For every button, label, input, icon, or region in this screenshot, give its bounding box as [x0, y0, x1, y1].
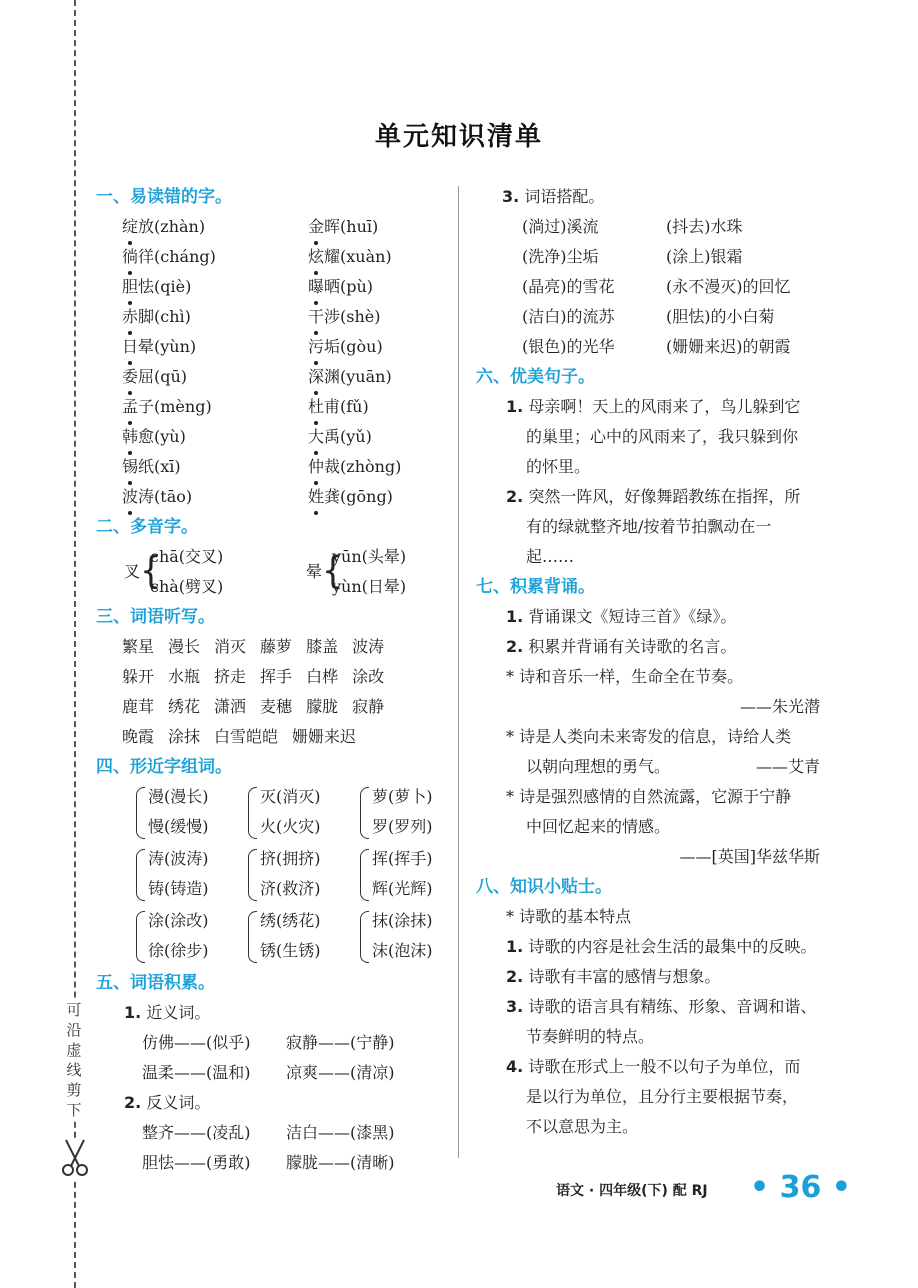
scissors-icon — [60, 1138, 90, 1178]
section-heading-5: 五、词语积累。 — [96, 973, 215, 993]
misread-item: 仲裁(zhòng) — [308, 452, 468, 482]
misread-item: 波涛(tāo) — [122, 482, 308, 512]
dictation-word: 寂静 — [352, 697, 385, 716]
dictation-word: 涂抹 — [168, 727, 201, 746]
quote-author: ——[英国]华兹华斯 — [679, 847, 820, 866]
polyphone-reading: chà(劈叉) — [150, 577, 224, 596]
dictation-word: 鹿茸 — [122, 697, 155, 716]
misread-item: 锡纸(xī) — [122, 452, 308, 482]
left-column — [96, 182, 441, 1178]
dictation-word: 白桦 — [306, 667, 339, 686]
synonym-row: 仿佛——(似乎) 寂静——(宁静) — [142, 1033, 395, 1052]
similar-char-pair: 抹(涂抹) 沫(泡沫) — [360, 906, 472, 966]
dictation-word: 晚霞 — [122, 727, 155, 746]
similar-char-pair: 漫(漫长) 慢(缓慢) — [136, 782, 248, 842]
dictation-word: 绣花 — [168, 697, 201, 716]
similar-char-group — [96, 782, 441, 842]
misread-item: 日晕(yùn) — [122, 332, 308, 362]
section-heading-8: 八、知识小贴士。 — [476, 877, 612, 897]
paragraph-line: 有的绿就整齐地/按着节拍飘动在一 — [526, 517, 772, 536]
paragraph-line: 的巢里；心中的风雨来了，我只躲到你 — [526, 427, 799, 446]
section-heading-6: 六、优美句子。 — [476, 367, 595, 387]
paragraph-line: 1. 母亲啊！天上的风雨来了，鸟儿躲到它 — [506, 397, 801, 416]
collocation-row: (洁白)的流苏 (胆怯)的小白菊 — [522, 307, 775, 326]
synonym-row: 温柔——(温和) 凉爽——(清凉) — [142, 1063, 395, 1082]
misread-list — [96, 212, 441, 512]
polyphone-block — [96, 542, 441, 602]
paragraph-line: 3. 诗歌的语言具有精练、形象、音调和谐、 — [506, 997, 817, 1016]
dictation-row — [96, 662, 441, 692]
paragraph-line: 4. 诗歌在形式上一般不以句子为单位，而 — [506, 1057, 801, 1076]
dictation-word: 藤萝 — [260, 637, 293, 656]
paragraph-line: 2. 诗歌有丰富的感情与想象。 — [506, 967, 721, 986]
similar-char-pair: 涂(涂改) 徐(徐步) — [136, 906, 248, 966]
paragraph-line: 是以行为单位，且分行主要根据节奏， — [526, 1087, 799, 1106]
misread-item: 金晖(huī) — [308, 212, 468, 242]
misread-item: 韩愈(yù) — [122, 422, 308, 452]
dictation-word: 挥手 — [260, 667, 293, 686]
brace-icon: { — [322, 549, 344, 593]
quote-author: ——艾青 — [755, 757, 820, 776]
misread-item: 孟子(mèng) — [122, 392, 308, 422]
dictation-word: 波涛 — [352, 637, 385, 656]
paragraph-line: 不以意思为主。 — [526, 1117, 639, 1136]
similar-char-pair: 绣(绣花) 锈(生锈) — [248, 906, 360, 966]
similar-char-pair: 挥(挥手) 辉(光辉) — [360, 844, 472, 904]
dictation-word: 繁星 — [122, 637, 155, 656]
collocation-label: 3. 词语搭配。 — [502, 187, 605, 206]
collocation-row: (洗净)尘垢 (涂上)银霜 — [522, 247, 743, 266]
similar-char-pair: 挤(拥挤) 济(救济) — [248, 844, 360, 904]
dictation-word: 白雪皑皑 — [214, 727, 279, 746]
polyphone-reading: chā(交叉) — [150, 547, 224, 566]
paragraph-line: 的怀里。 — [526, 457, 591, 476]
misread-item: 炫耀(xuàn) — [308, 242, 468, 272]
section-heading-2: 二、多音字。 — [96, 517, 198, 537]
section-heading-7: 七、积累背诵。 — [476, 577, 595, 597]
recite-item: 1. 背诵课文《短诗三首》《绿》。 — [506, 607, 737, 626]
dictation-row — [96, 632, 441, 662]
collocation-row: (淌过)溪流 (抖去)水珠 — [522, 217, 743, 236]
misread-item: 杜甫(fǔ) — [308, 392, 468, 422]
dictation-row — [96, 692, 441, 722]
antonym-label: 2. 反义词。 — [124, 1093, 211, 1112]
paragraph-line: 起…… — [526, 547, 575, 566]
cut-label: 可沿虚线剪下 — [60, 1000, 88, 1120]
footer-label: 语文 · 四年级(下) 配 RJ — [556, 1183, 708, 1199]
collocation-row: (银色)的光华 (姗姗来迟)的朝霞 — [522, 337, 791, 356]
quote: * 诗和音乐一样，生命全在节奏。 — [506, 667, 744, 686]
dictation-word: 膝盖 — [306, 637, 339, 656]
synonym-label: 1. 近义词。 — [124, 1003, 211, 1022]
misread-item: 污垢(gòu) — [308, 332, 468, 362]
page-title: 单元知识清单 — [374, 122, 543, 152]
misread-item: 委屈(qū) — [122, 362, 308, 392]
dictation-word: 涂改 — [352, 667, 385, 686]
sentence-list — [476, 392, 826, 572]
similar-char-pair: 灭(消灭) 火(火灾) — [248, 782, 360, 842]
dictation-row — [96, 722, 441, 752]
polyphone-reading: yùn(日晕) — [332, 577, 407, 596]
misread-item: 姓龚(gōng) — [308, 482, 468, 512]
quote-cont: 中回忆起来的情感。 — [526, 817, 671, 836]
antonym-row: 整齐——(凌乱) 洁白——(漆黑) — [142, 1123, 395, 1142]
misread-item: 胆怯(qiè) — [122, 272, 308, 302]
similar-char-group — [96, 906, 441, 966]
quote-author: ——朱光潜 — [739, 697, 820, 716]
dictation-word: 水瓶 — [168, 667, 201, 686]
paragraph-line: 1. 诗歌的内容是社会生活的最集中的反映。 — [506, 937, 817, 956]
tip-intro: * 诗歌的基本特点 — [506, 907, 632, 926]
collocation-row: (晶亮)的雪花 (永不漫灭)的回忆 — [522, 277, 791, 296]
misread-item: 赤脚(chì) — [122, 302, 308, 332]
collocation-list — [476, 212, 826, 362]
polyphone-reading: yūn(头晕) — [332, 547, 407, 566]
quote: * 诗是人类向未来寄发的信息，诗给人类 — [506, 727, 792, 746]
similar-char-list — [96, 782, 441, 966]
section-heading-4: 四、形近字组词。 — [96, 757, 232, 777]
misread-item: 干涉(shè) — [308, 302, 468, 332]
dictation-word: 姗姗来迟 — [292, 727, 357, 746]
misread-item: 曝晒(pù) — [308, 272, 468, 302]
page-number: • 36 • — [750, 1170, 851, 1205]
quote: * 诗是强烈感情的自然流露，它源于宁静 — [506, 787, 792, 806]
paragraph-line: 2. 突然一阵风，好像舞蹈教练在指挥，所 — [506, 487, 801, 506]
dictation-word: 躲开 — [122, 667, 155, 686]
misread-item: 徜徉(cháng) — [122, 242, 308, 272]
brace-icon: { — [140, 549, 162, 593]
misread-item: 大禹(yǔ) — [308, 422, 468, 452]
misread-item: 绽放(zhàn) — [122, 212, 308, 242]
dictation-list — [96, 632, 441, 752]
section-heading-3: 三、词语听写。 — [96, 607, 215, 627]
dictation-word: 潇洒 — [214, 697, 247, 716]
polyphone-char: 叉 — [124, 562, 141, 581]
quote-cont: 以朝向理想的勇气。 ——艾青 — [476, 752, 826, 782]
paragraph-line: 节奏鲜明的特点。 — [526, 1027, 655, 1046]
antonym-row: 胆怯——(勇敢) 朦胧——(清晰) — [142, 1153, 395, 1172]
polyphone-char: 晕 — [306, 562, 323, 581]
section-heading-1: 一、易读错的字。 — [96, 187, 232, 207]
recite-item: 2. 积累并背诵有关诗歌的名言。 — [506, 637, 737, 656]
dictation-word: 消灭 — [214, 637, 247, 656]
similar-char-pair: 涛(波涛) 铸(铸造) — [136, 844, 248, 904]
dictation-word: 漫长 — [168, 637, 201, 656]
tip-list — [476, 932, 826, 1142]
misread-item: 深渊(yuān) — [308, 362, 468, 392]
right-column — [476, 182, 826, 1142]
dictation-word: 朦胧 — [306, 697, 339, 716]
similar-char-group — [96, 844, 441, 904]
dictation-word: 挤走 — [214, 667, 247, 686]
dictation-word: 麦穗 — [260, 697, 293, 716]
similar-char-pair: 萝(萝卜) 罗(罗列) — [360, 782, 472, 842]
